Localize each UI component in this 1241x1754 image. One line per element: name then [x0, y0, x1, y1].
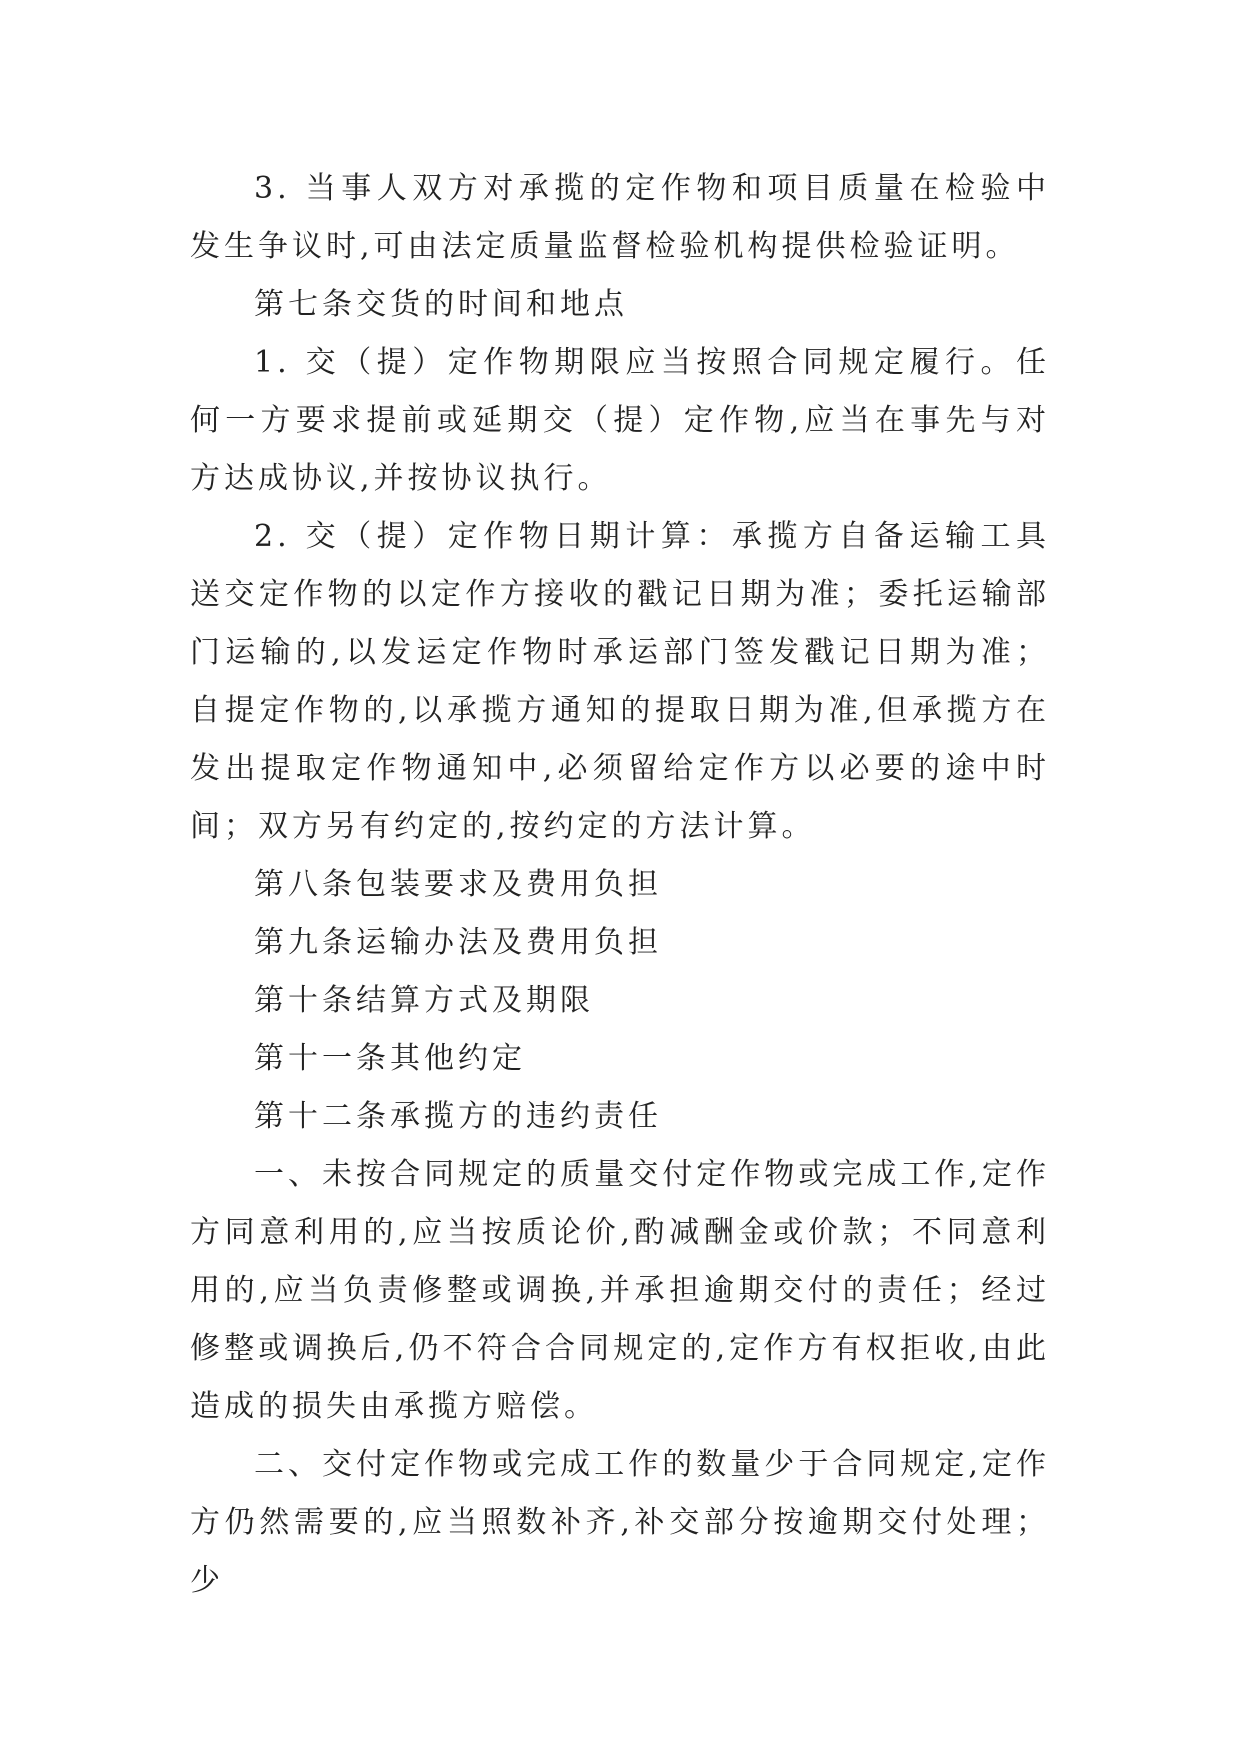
paragraph-quality-dispute: 3. 当事人双方对承揽的定作物和项目质量在检验中发生争议时,可由法定质量监督检验机构提供检验证明。: [190, 171, 1050, 264]
paragraph-quantity-shortfall: 二、交付定作物或完成工作的数量少于合同规定,定作方仍然需要的,应当照数补齐,补交部分按逾期交付处理；少: [190, 1447, 1050, 1598]
paragraph-quality-breach: 一、未按合同规定的质量交付定作物或完成工作,定作方同意利用的,应当按质论价,酌减酬金或价款；不同意利用的,应当负责修整或调换,并承担逾期交付的责任；经过修整或调换后,仍不符合合同规定的,定作方有权拒收,由此造成的损失由承揽方赔偿。: [190, 1157, 1050, 1424]
heading-article-8: 第八条包装要求及费用负担: [254, 867, 662, 902]
heading-article-9: 第九条运输办法及费用负担: [254, 925, 662, 960]
heading-article-12: 第十二条承揽方的违约责任: [254, 1099, 662, 1134]
heading-article-7: 第七条交货的时间和地点: [254, 287, 628, 322]
paragraph-delivery-date-calc: 2. 交（提）定作物日期计算：承揽方自备运输工具送交定作物的以定作方接收的戳记日期为准；委托运输部门运输的,以发运定作物时承运部门签发戳记日期为准；自提定作物的,以承揽方通知的提取日期为准,但承揽方在发出提取定作物通知中,必须留给定作方以必要的途中时间；双方另有约定的,按约定的方法计算。: [190, 519, 1050, 844]
heading-article-10: 第十条结算方式及期限: [254, 983, 594, 1018]
heading-article-11: 第十一条其他约定: [254, 1041, 526, 1076]
paragraph-delivery-deadline: 1. 交（提）定作物期限应当按照合同规定履行。任何一方要求提前或延期交（提）定作物,应当在事先与对方达成协议,并按协议执行。: [190, 345, 1050, 496]
document-body: [190, 160, 1050, 1610]
